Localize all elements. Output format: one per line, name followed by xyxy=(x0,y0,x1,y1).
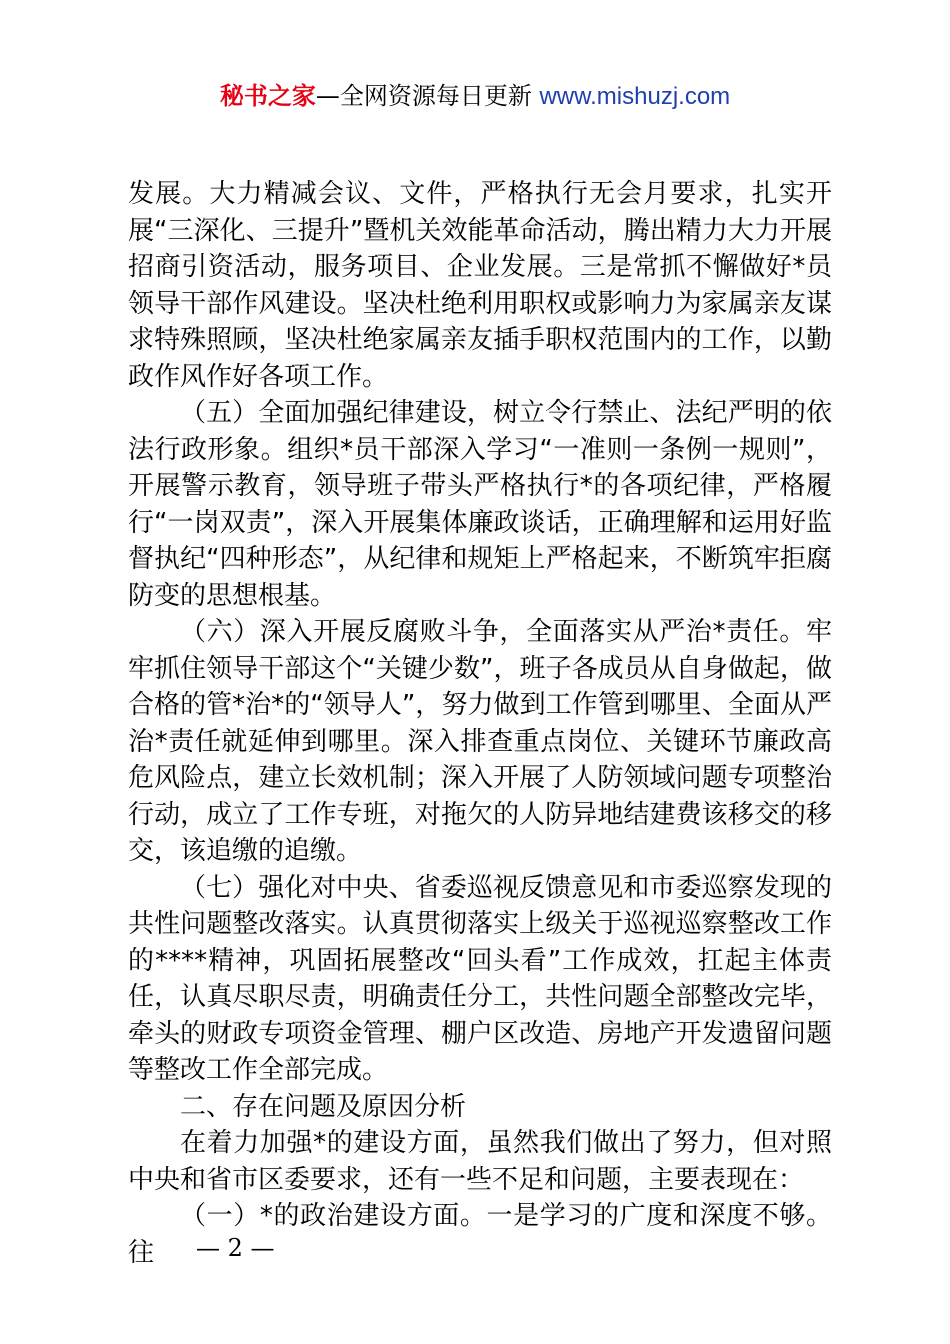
section-heading: 二、存在问题及原因分析 xyxy=(180,1091,467,1122)
paragraph: （七）强化对中央、省委巡视反馈意见和市委巡察发现的共性问题整改落实。认真贯彻落实上级关于巡视巡察整改工作的****精神，巩固拓展整改“回头看”工作成效，扛起主体责任，认真尽职尽责，明确责任分工，共性问题全部整改完毕，牵头的财政专项资金管理、棚户区改造、房地产开发遗留问题等整改工作全部完成。 xyxy=(128,872,832,1085)
paragraph: 在着力加强*的建设方面，虽然我们做出了努力，但对照中央和省市区委要求，还有一些不足和问题，主要表现在： xyxy=(128,1128,832,1195)
paragraph: （一）*的政治建设方面。一是学习的广度和深度不够。往 xyxy=(128,1201,832,1268)
header-slogan: —全网资源每日更新 xyxy=(315,82,540,110)
paragraph: （五）全面加强纪律建设，树立令行禁止、法纪严明的依法行政形象。组织*员干部深入学习“一准则一条例一规则”，开展警示教育，领导班子带头严格执行*的各项纪律，严格履行“一岗双责”，深入开展集体廉政谈话，正确理解和运用好监督执纪“四种形态”，从纪律和规矩上严格起来，不断筑牢拒腐防变的思想根基。 xyxy=(128,398,832,611)
paragraph: （六）深入开展反腐败斗争，全面落实从严治*责任。牢牢抓住领导干部这个“关键少数”，班子各成员从自身做起，做合格的管*治*的“领导人”，努力做到工作管到哪里、全面从严治*责任就延伸到哪里。深入排查重点岗位、关键环节廉政高危风险点，建立长效机制；深入开展了人防领域问题专项整治行动，成立了工作专班，对拖欠的人防异地结建费该移交的移交，该追缴的追缴。 xyxy=(128,617,832,866)
brand-name: 秘书之家 xyxy=(219,82,316,110)
site-url-link[interactable]: www.mishuzj.com xyxy=(539,83,731,110)
document-body xyxy=(128,176,832,1271)
site-header xyxy=(0,80,950,113)
paragraph: 发展。大力精减会议、文件，严格执行无会月要求，扎实开展“三深化、三提升”暨机关效能革命活动，腾出精力大力开展招商引资活动，服务项目、企业发展。三是常抓不懈做好*员领导干部作风建设。坚决杜绝利用职权或影响力为家属亲友谋求特殊照顾，坚决杜绝家属亲友插手职权范围内的工作，以勤政作风作好各项工作。 xyxy=(128,179,832,392)
page-number: — 2 — xyxy=(196,1234,275,1262)
